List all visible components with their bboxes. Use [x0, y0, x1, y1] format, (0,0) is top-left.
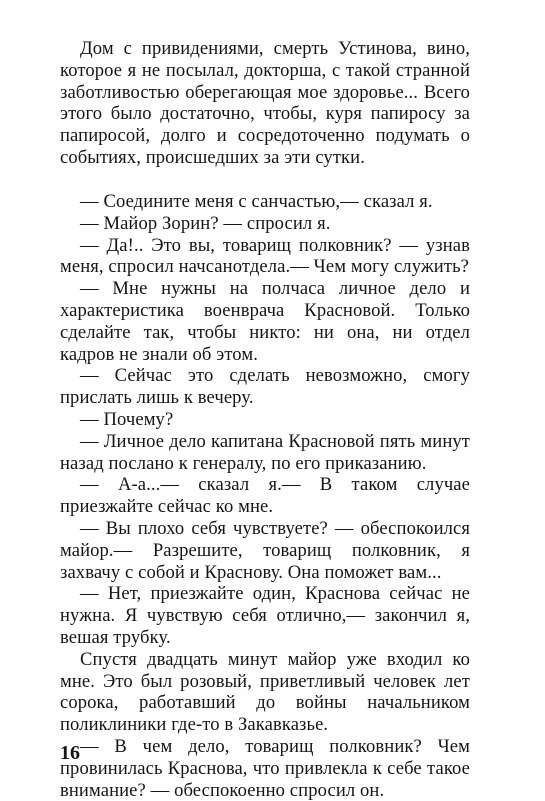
dialogue-line: — А-а...— сказал я.— В таком случае приезжайте сейчас ко мне.	[60, 474, 470, 518]
dialogue-line: — В чем дело, товарищ полковник? Чем провинилась Краснова, что привлекла к себе такое внимание? — обеспокоенно спросил он.	[60, 735, 470, 801]
dialogue-line: — Соедините меня с санчастью,— сказал я.	[80, 191, 433, 212]
dialogue-line: — Вы плохо себя чувствуете? — обеспокоился майор.— Разрешите, товарищ полковник, я захвачу с собой и Краснову. Она поможет вам...	[60, 517, 470, 583]
dialogue-line: — Сейчас это сделать невозможно, смогу прислать лишь к вечеру.	[60, 365, 470, 409]
dialogue-line: — Да!.. Это вы, товарищ полковник? — узнав меня, спросил начсанотдела.— Чем могу служить?	[60, 234, 470, 278]
dialogue-line: — Личное дело капитана Красновой пять минут назад послано к генералу, по его приказанию.	[60, 430, 470, 474]
opening-paragraph-block	[60, 38, 470, 169]
dialogue-line: — Мне нужны на полчаса личное дело и характеристика военврача Красновой. Только сделайте так, чтобы никто: ни она, ни отдел кадров не знали об этом.	[60, 278, 470, 365]
narrative-paragraph: Спустя двадцать минут майор уже входил ко мне. Это был розовый, приветливый человек лет сорока, работавший до войны начальником поликлиники где-то в Закавказье.	[60, 648, 470, 736]
page-number: 16	[60, 742, 80, 764]
paragraph: Дом с привидениями, смерть Устинова, вино, которое я не посылал, докторша, с такой странной заботливостью оберегающая мое здоровье... Всего этого было достаточно, чтобы, куря папиросу за папиросой, долго и сосредоточенно подумать о событиях, происшедших за эти сутки.	[60, 38, 470, 168]
dialogue-block	[60, 191, 470, 801]
dialogue-line: — Майор Зорин? — спросил я.	[80, 212, 331, 234]
dialogue-line: — Почему?	[80, 408, 174, 430]
dialogue-line: — Нет, приезжайте один, Краснова сейчас не нужна. Я чувствую себя отлично,— закончил я, вешая трубку.	[60, 583, 470, 648]
